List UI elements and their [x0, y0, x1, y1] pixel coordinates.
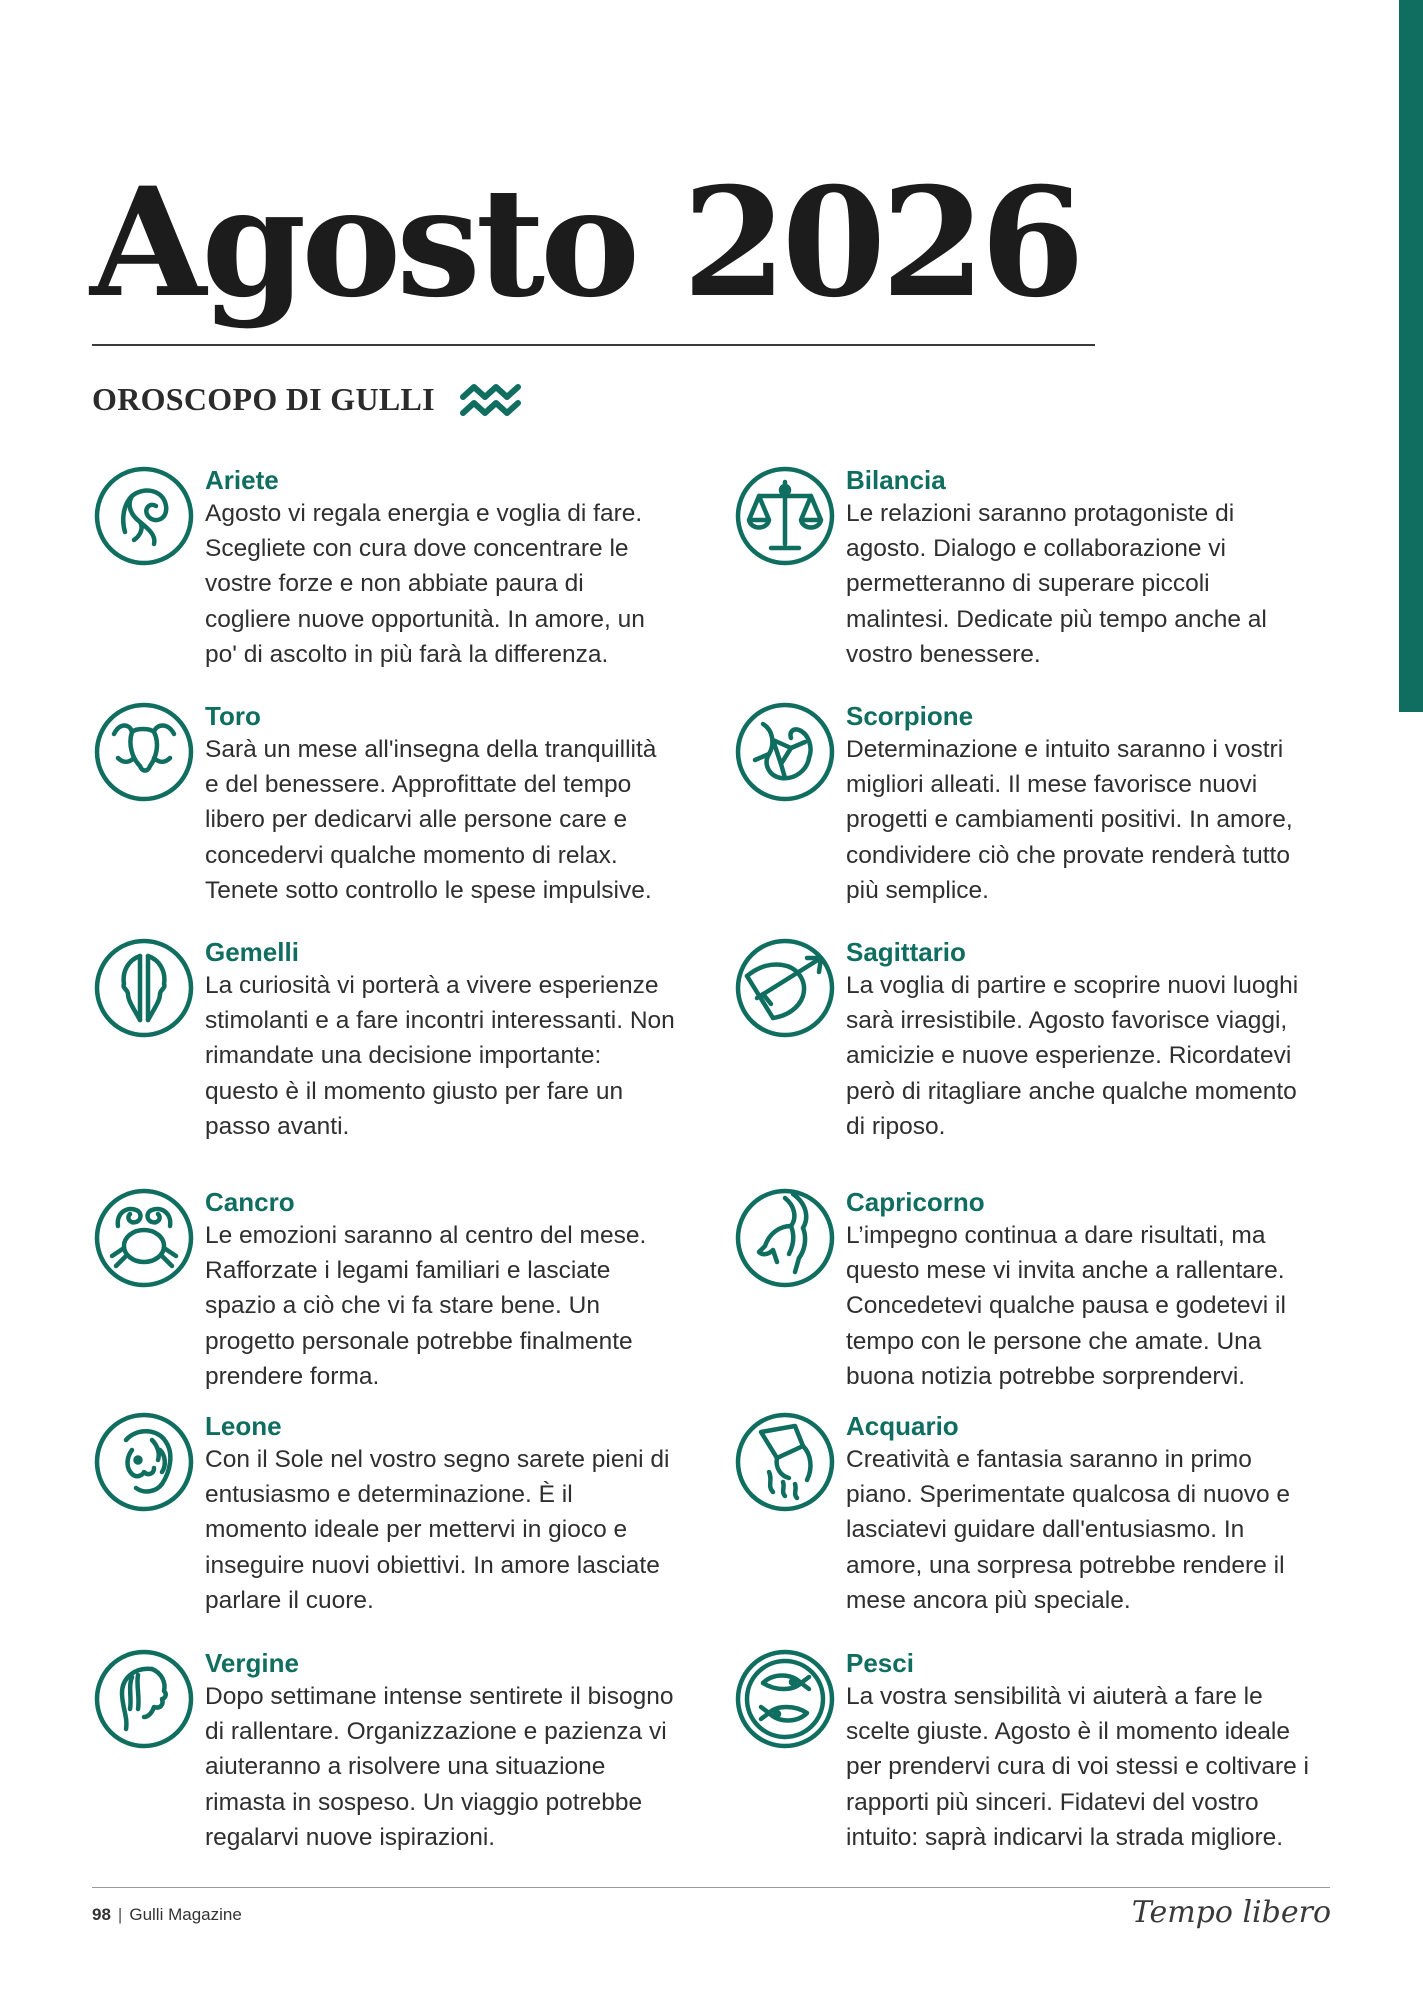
sign-name: Vergine [205, 1648, 299, 1678]
aquarius-waves-icon [460, 380, 524, 420]
magazine-name: Gulli Magazine [129, 1905, 242, 1924]
taurus-icon [92, 700, 196, 804]
title-divider [92, 344, 1095, 346]
sign-name: Acquario [846, 1411, 959, 1441]
sign-name: Scorpione [846, 701, 974, 731]
gemini-icon [92, 936, 196, 1040]
section-tab-marker [1399, 0, 1423, 712]
sign-text: Determinazione e intuito saranno i vostri migliori alleati. Il mese favorisce nuovi progetti e cambiamenti positivi. In amore, condividere ciò che provate renderà tutto più semplice. [846, 736, 1293, 904]
page-title: Agosto 2026 [90, 155, 1080, 331]
sign-name: Cancro [205, 1187, 295, 1217]
sign-text: Dopo settimane intense sentirete il bisogno di rallentare. Organizzazione e pazienza vi aiuteranno a risolvere una situazione rimasta in sospeso. Un viaggio potrebbe regalarvi nuove ispirazioni. [205, 1683, 674, 1851]
sign-text: Le emozioni saranno al centro del mese. Rafforzate i legami familiari e lasciate spazio a ciò che vi fa stare bene. Un progetto personale potrebbe finalmente prendere forma. [205, 1222, 647, 1390]
sign-text: La curiosità vi porterà a vivere esperienze stimolanti e a fare incontri interessanti. Non rimandate una decisione importante: questo è il momento giusto per fare un passo avanti. [205, 972, 675, 1140]
capricorn-icon [733, 1186, 837, 1290]
page-number: 98 [92, 1905, 111, 1924]
sign-text: L’impegno continua a dare risultati, ma questo mese vi invita anche a rallentare. Concedetevi qualche pausa e godetevi il tempo con le persone che amate. Una buona notizia potrebbe sorprendervi. [846, 1222, 1286, 1390]
pisces-icon [733, 1647, 837, 1751]
sign-name: Sagittario [846, 937, 966, 967]
scorpio-icon [733, 700, 837, 804]
sign-text: La vostra sensibilità vi aiuterà a fare le scelte giuste. Agosto è il momento ideale per prendervi cura di voi stessi e coltivare i rapporti più sinceri. Fidatevi del vostro intuito: saprà indicarvi la strada migliore. [846, 1683, 1309, 1851]
sign-name: Ariete [205, 465, 279, 495]
sign-text: La voglia di partire e scoprire nuovi luoghi sarà irresistibile. Agosto favorisce viaggi, amicizie e nuove esperienze. Ricordatevi però di ritagliare anche qualche momento di riposo. [846, 972, 1299, 1140]
leo-icon [92, 1410, 196, 1514]
sign-name: Bilancia [846, 465, 946, 495]
libra-icon [733, 464, 837, 568]
sign-name: Leone [205, 1411, 282, 1441]
footer-divider [92, 1887, 1330, 1888]
sign-name: Pesci [846, 1648, 914, 1678]
sign-text: Le relazioni saranno protagoniste di agosto. Dialogo e collaborazione vi permetteranno di superare piccoli malintesi. Dedicate più tempo anche al vostro benessere. [846, 500, 1267, 668]
sign-name: Gemelli [205, 937, 299, 967]
section-subtitle: OROSCOPO DI GULLI [92, 381, 435, 417]
sign-name: Capricorno [846, 1187, 985, 1217]
aries-icon [92, 464, 196, 568]
section-name: Tempo libero [1131, 1895, 1331, 1930]
sign-text: Con il Sole nel vostro segno sarete pieni di entusiasmo e determinazione. È il momento ideale per mettervi in gioco e inseguire nuovi obiettivi. In amore lasciate parlare il cuore. [205, 1446, 670, 1614]
virgo-icon [92, 1647, 196, 1751]
sign-text: Agosto vi regala energia e voglia di fare. Scegliete con cura dove concentrare le vostre forze e non abbiate paura di cogliere nuove opportunità. In amore, un po' di ascolto in più farà la differenza. [205, 500, 645, 668]
footer-separator: | [117, 1905, 123, 1924]
cancer-icon [92, 1186, 196, 1290]
footer-page-info [92, 1905, 242, 1925]
aquarius-icon [733, 1410, 837, 1514]
sign-text: Sarà un mese all'insegna della tranquillità e del benessere. Approfittate del tempo libero per dedicarvi alle persone care e concedervi qualche momento di relax. Tenete sotto controllo le spese impulsive. [205, 736, 657, 904]
sagittarius-icon [733, 936, 837, 1040]
sign-name: Toro [205, 701, 261, 731]
sign-text: Creatività e fantasia saranno in primo piano. Sperimentate qualcosa di nuovo e lasciatevi guidare dall'entusiasmo. In amore, una sorpresa potrebbe rendere il mese ancora più speciale. [846, 1446, 1291, 1614]
